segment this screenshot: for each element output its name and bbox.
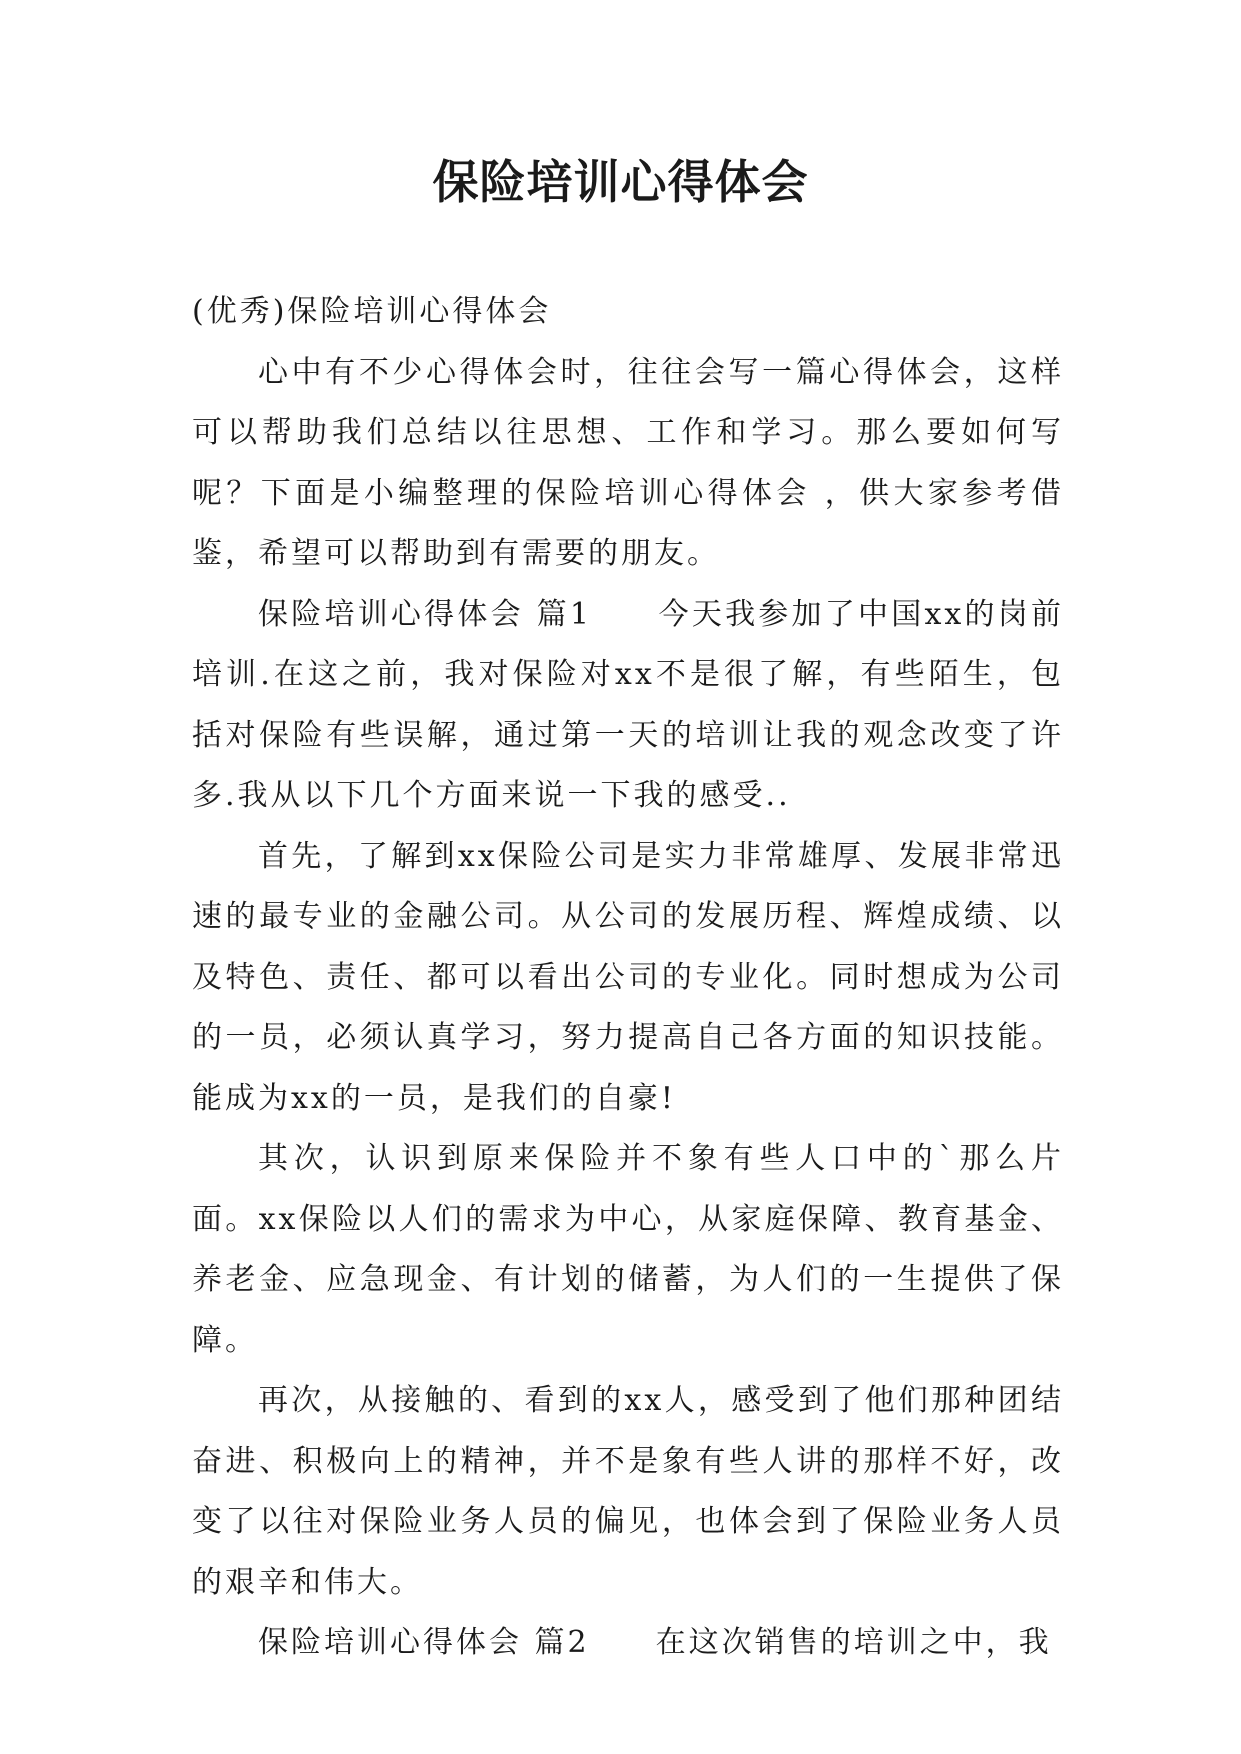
document-subtitle: (优秀)保险培训心得体会	[192, 294, 552, 329]
paragraph-section-2-start: 保险培训心得体会 篇2 在这次销售的培训之中，我	[258, 1625, 1052, 1660]
paragraph-intro: 心中有不少心得体会时，往往会写一篇心得体会，这样可以帮助我们总结以往思想、工作和学习。那么要如何写呢？下面是小编整理的保险培训心得体会 ，供大家参考借鉴，希望可以帮助到有需要的朋友。	[192, 354, 1064, 571]
document-body	[192, 282, 1064, 1674]
paragraph-third-point: 再次，从接触的、看到的xx人，感受到了他们那种团结奋进、积极向上的精神，并不是象有些人讲的那样不好，改变了以往对保险业务人员的偏见，也体会到了保险业务人员的艰辛和伟大。	[192, 1383, 1064, 1600]
paragraph-second-point: 其次，认识到原来保险并不象有些人口中的`那么片面。xx保险以人们的需求为中心，从家庭保障、教育基金、养老金、应急现金、有计划的储蓄，为人们的一生提供了保障。	[192, 1141, 1064, 1358]
paragraph-first-point: 首先，了解到xx保险公司是实力非常雄厚、发展非常迅速的最专业的金融公司。从公司的发展历程、辉煌成绩、以及特色、责任、都可以看出公司的专业化。同时想成为公司的一员，必须认真学习，努力提高自己各方面的知识技能。能成为xx的一员，是我们的自豪!	[192, 838, 1064, 1116]
paragraph-section-1-start: 保险培训心得体会 篇1 今天我参加了中国xx的岗前培训.在这之前，我对保险对xx不是很了解，有些陌生，包括对保险有些误解，通过第一天的培训让我的观念改变了许多.我从以下几个方面来说一下我的感受..	[192, 596, 1064, 813]
document-title: 保险培训心得体会	[432, 155, 809, 209]
